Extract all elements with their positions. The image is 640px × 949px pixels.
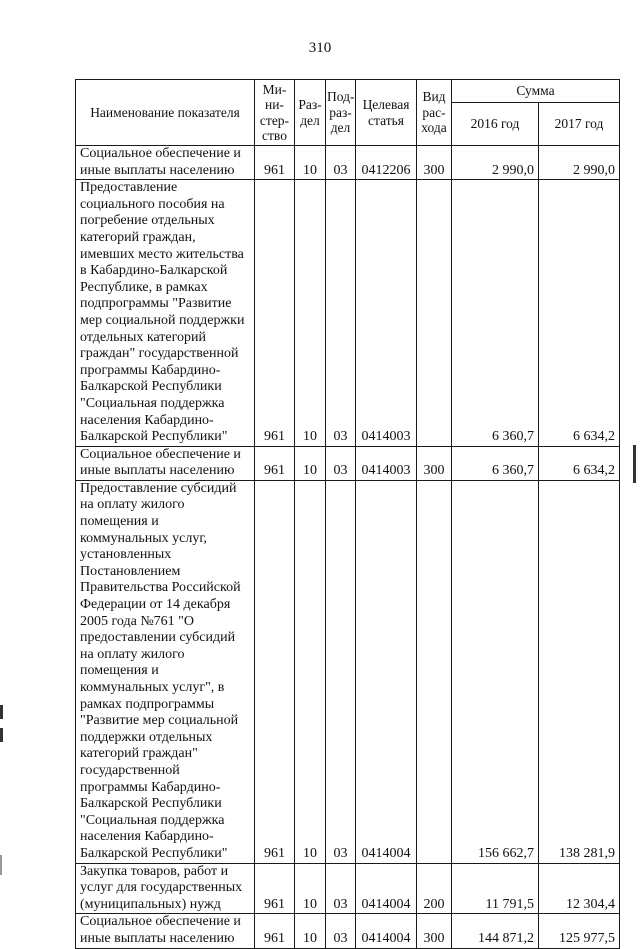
row-section: 10 [295, 146, 326, 180]
scan-edge-mark [0, 705, 3, 719]
row-target: 0414004 [356, 914, 417, 948]
scan-edge-mark [0, 855, 2, 875]
header-2017: 2017 год [539, 103, 620, 146]
header-expense: Вид рас- хода [417, 80, 452, 146]
table-row [76, 914, 620, 948]
row-name: Социальное обеспечение и иные выплаты населению [76, 914, 255, 948]
row-amount-2016: 6 360,7 [452, 446, 539, 480]
row-amount-2016: 11 791,5 [452, 863, 539, 914]
row-ministry: 961 [255, 914, 295, 948]
header-2016: 2016 год [452, 103, 539, 146]
row-amount-2017: 6 634,2 [539, 180, 620, 447]
row-expense: 300 [417, 446, 452, 480]
row-expense: 200 [417, 863, 452, 914]
scan-edge-mark [0, 728, 3, 742]
row-subsection: 03 [326, 180, 356, 447]
row-name: Социальное обеспечение и иные выплаты населению [76, 446, 255, 480]
row-section: 10 [295, 180, 326, 447]
row-section: 10 [295, 863, 326, 914]
row-subsection: 03 [326, 914, 356, 948]
table-row [76, 146, 620, 180]
header-subsection: Под- раз- дел [326, 80, 356, 146]
row-target: 0412206 [356, 146, 417, 180]
row-amount-2017: 12 304,4 [539, 863, 620, 914]
row-name: Предоставление социального пособия на погребение отдельных категорий граждан, имевших место жительства в Кабардино-Балкарской Республике, в рамках подпрограммы "Развитие мер социальной поддержки отдельных категорий граждан" государственной программы Кабардино-Балкарской Республики "Социальная поддержка населения Кабардино-Балкарской Республики" [76, 180, 255, 447]
row-subsection: 03 [326, 480, 356, 863]
header-ministry: Ми- ни- стер- ство [255, 80, 295, 146]
row-section: 10 [295, 914, 326, 948]
row-name: Социальное обеспечение и иные выплаты населению [76, 146, 255, 180]
header-section: Раз- дел [295, 80, 326, 146]
budget-table [75, 79, 620, 949]
row-expense [417, 180, 452, 447]
header-sum: Сумма [452, 80, 620, 103]
row-ministry: 961 [255, 480, 295, 863]
row-name: Закупка товаров, работ и услуг для государственных (муниципальных) нужд [76, 863, 255, 914]
row-subsection: 03 [326, 863, 356, 914]
row-expense [417, 480, 452, 863]
table-row [76, 446, 620, 480]
row-section: 10 [295, 480, 326, 863]
row-amount-2016: 6 360,7 [452, 180, 539, 447]
row-ministry: 961 [255, 446, 295, 480]
table-row [76, 863, 620, 914]
row-section: 10 [295, 446, 326, 480]
row-amount-2017: 2 990,0 [539, 146, 620, 180]
row-expense: 300 [417, 146, 452, 180]
row-name: Предоставление субсидий на оплату жилого помещения и коммунальных услуг, установленных Постановлением Правительства Российской Федерации от 14 декабря 2005 года №761 "О предоставлении субсидий на оплату жилого помещения и коммунальных услуг", в рамках подпрограммы "Развитие мер социальной поддержки отдельных категорий граждан" государственной программы Кабардино-Балкарской Республики "Социальная поддержка населения Кабардино-Балкарской Республики" [76, 480, 255, 863]
row-amount-2016: 156 662,7 [452, 480, 539, 863]
table-row [76, 480, 620, 863]
row-ministry: 961 [255, 180, 295, 447]
row-amount-2016: 2 990,0 [452, 146, 539, 180]
row-subsection: 03 [326, 146, 356, 180]
scan-edge-mark [633, 445, 636, 483]
row-target: 0414004 [356, 480, 417, 863]
row-expense: 300 [417, 914, 452, 948]
table-row [76, 180, 620, 447]
row-amount-2017: 138 281,9 [539, 480, 620, 863]
row-target: 0414004 [356, 863, 417, 914]
row-subsection: 03 [326, 446, 356, 480]
header-name: Наименование показателя [76, 80, 255, 146]
row-target: 0414003 [356, 446, 417, 480]
row-ministry: 961 [255, 863, 295, 914]
row-ministry: 961 [255, 146, 295, 180]
row-amount-2017: 6 634,2 [539, 446, 620, 480]
row-amount-2017: 125 977,5 [539, 914, 620, 948]
row-amount-2016: 144 871,2 [452, 914, 539, 948]
page-number: 310 [308, 40, 332, 56]
row-target: 0414003 [356, 180, 417, 447]
header-target: Целевая статья [356, 80, 417, 146]
